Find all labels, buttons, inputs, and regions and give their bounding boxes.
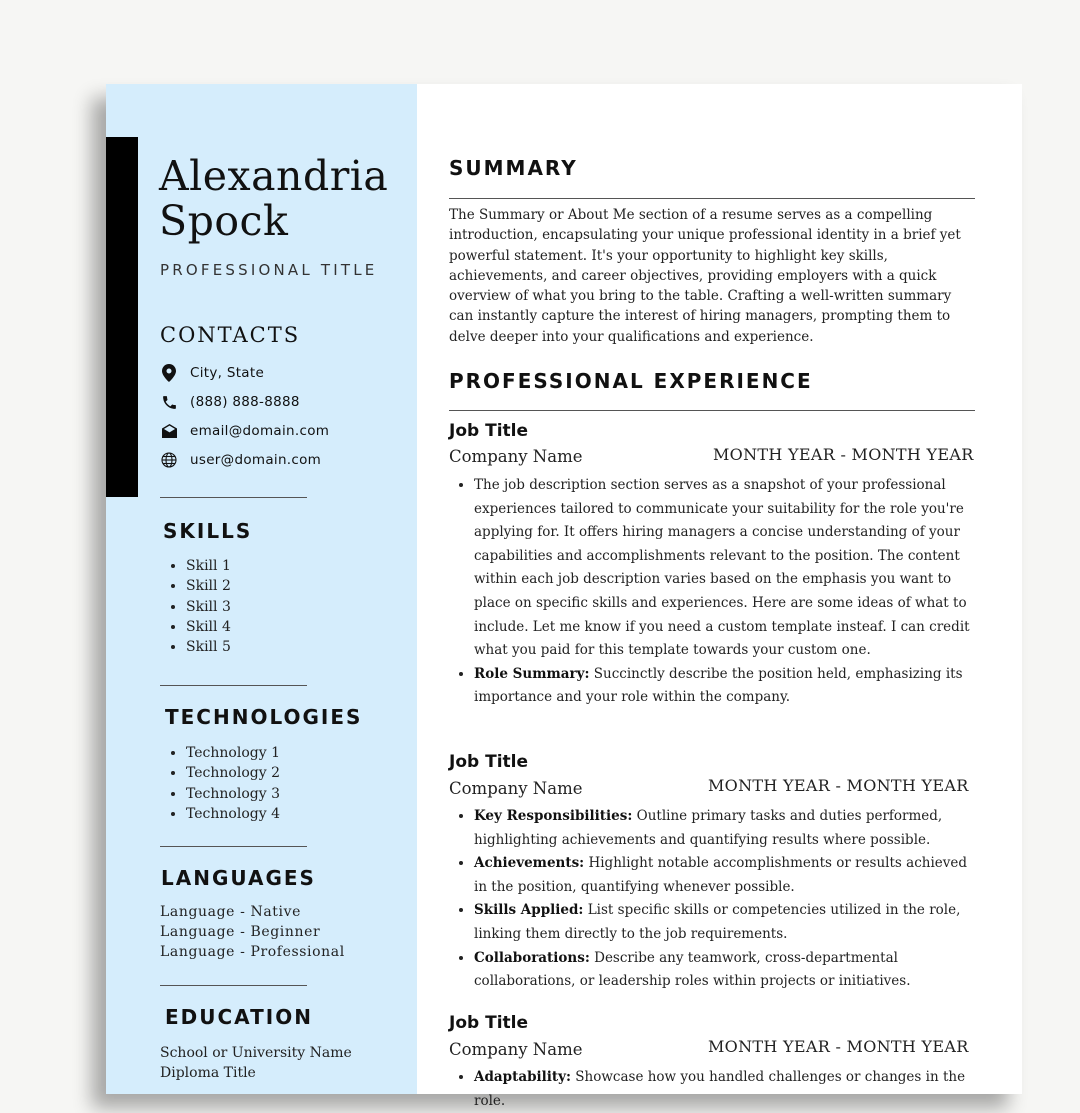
bullet-label: Achievements: [474,855,585,872]
bullet-label: Adaptability: [474,1069,571,1085]
globe-icon [160,451,178,469]
company-name: Company Name [449,779,583,798]
accent-bar [106,137,138,497]
diploma-title: Diploma Title [160,1065,256,1082]
contacts-heading: CONTACTS [160,323,301,347]
contact-website-text: user@domain.com [190,452,322,468]
job-dates: MONTH YEAR - MONTH YEAR [708,1037,969,1056]
list-item [474,805,974,852]
job-title: Job Title [449,752,528,772]
experience-heading: PROFESSIONAL EXPERIENCE [449,369,813,393]
company-name: Company Name [449,447,583,466]
bullet-text: Succinctly describe the position held, emphasizing its importance and your role within the company. [474,665,963,706]
skills-list [172,556,231,657]
contact-website [160,449,321,471]
bullet-label: Skills Applied: [474,902,584,919]
list-item: • Skill 5 [186,637,231,657]
sidebar [106,84,417,1094]
bullet-label: Collaborations: [474,949,590,966]
job-title: Job Title [449,1013,528,1033]
bullet-text: Outline primary tasks and duties performed, highlighting achievements and quantifying results where possible. [474,808,943,848]
divider [160,685,307,686]
job-dates: MONTH YEAR - MONTH YEAR [708,776,969,795]
languages-list [160,902,345,963]
list-item [474,899,974,946]
contact-phone-text: (888) 888-8888 [190,394,300,410]
company-name: Company Name [449,1040,583,1059]
envelope-icon [160,422,178,440]
education-details [160,1043,352,1083]
divider [160,497,307,498]
contact-location [160,362,264,384]
divider [160,985,307,986]
location-pin-icon [160,364,178,382]
list-item [474,474,974,663]
name-first: Alexandria [159,152,389,200]
technologies-list [172,743,280,824]
list-item [474,663,974,710]
bullet-text: Highlight notable accomplishments or results achieved in the position, quantifying whenever possible. [474,855,968,895]
job-title: Job Title [449,421,528,441]
skills-heading: SKILLS [163,519,253,543]
list-item: Language - Native [160,904,301,920]
list-item: • Technology 1 [186,743,280,763]
list-item: Language - Professional [160,944,345,961]
contact-email [160,420,329,442]
bullet-label: Role Summary: [474,665,590,682]
bullet-text: The job description section serves as a snapshot of your professional experiences tailored to communicate your suitability for the role you're applying for. It offers hiring managers a concise understanding of your capabilities and accomplishments relevant to the position. The content within each job description varies based on the emphasis you want to place on specific skills and experiences. Here are some ideas of what to include. Let me know if you need a custom template insteaf. I can credit what you paid for this template towards your custom one. [474,477,970,659]
divider [160,846,307,847]
summary-heading: SUMMARY [449,156,578,180]
education-heading: EDUCATION [165,1005,313,1029]
bullet-text: Describe any teamwork, cross-departmental collaborations, or leadership roles within projects or initiatives. [474,949,911,990]
job-bullets [460,474,974,710]
technologies-heading: TECHNOLOGIES [165,705,363,729]
languages-heading: LANGUAGES [161,866,316,890]
list-item: • Skill 3 [186,597,231,617]
list-item [474,947,974,994]
contact-location-text: City, State [190,365,265,381]
list-item [474,852,974,899]
list-item: • Technology 4 [186,804,280,824]
bullet-text: List specific skills or competencies utilized in the role, linking them directly to the job requirements. [474,902,961,942]
school-name: School or University Name [160,1045,352,1061]
professional-title: PROFESSIONAL TITLE [160,261,378,279]
resume-sheet [106,84,1022,1109]
list-item [474,1066,974,1113]
list-item: • Skill 2 [186,576,231,596]
list-item: • Skill 4 [186,617,231,637]
bullet-text: Showcase how you handled challenges or changes in the role. [474,1069,966,1109]
phone-icon [160,393,178,411]
candidate-name [159,154,388,244]
list-item: • Technology 2 [186,763,280,783]
name-last: Spock [159,197,289,245]
job-dates: MONTH YEAR - MONTH YEAR [713,445,974,464]
job-bullets [460,1066,974,1113]
section-rule [449,198,975,199]
list-item: • Skill 1 [186,556,231,576]
section-rule [449,410,975,411]
list-item: Language - Beginner [160,924,321,941]
list-item: • Technology 3 [186,784,280,804]
contact-email-text: email@domain.com [190,423,330,439]
job-bullets [460,805,974,994]
summary-text: The Summary or About Me section of a resume serves as a compelling introduction, encapsulating your unique professional identity in a brief yet powerful statement. It's your opportunity to highlight key skills, achievements, and career objectives, providing employers with a quick overview of what you bring to the table. Crafting a well-written summary can instantly capture the interest of hiring managers, prompting them to delve deeper into your qualifications and experience. [449,207,961,345]
contact-phone [160,391,300,413]
bullet-label: Key Responsibilities: [474,808,633,824]
